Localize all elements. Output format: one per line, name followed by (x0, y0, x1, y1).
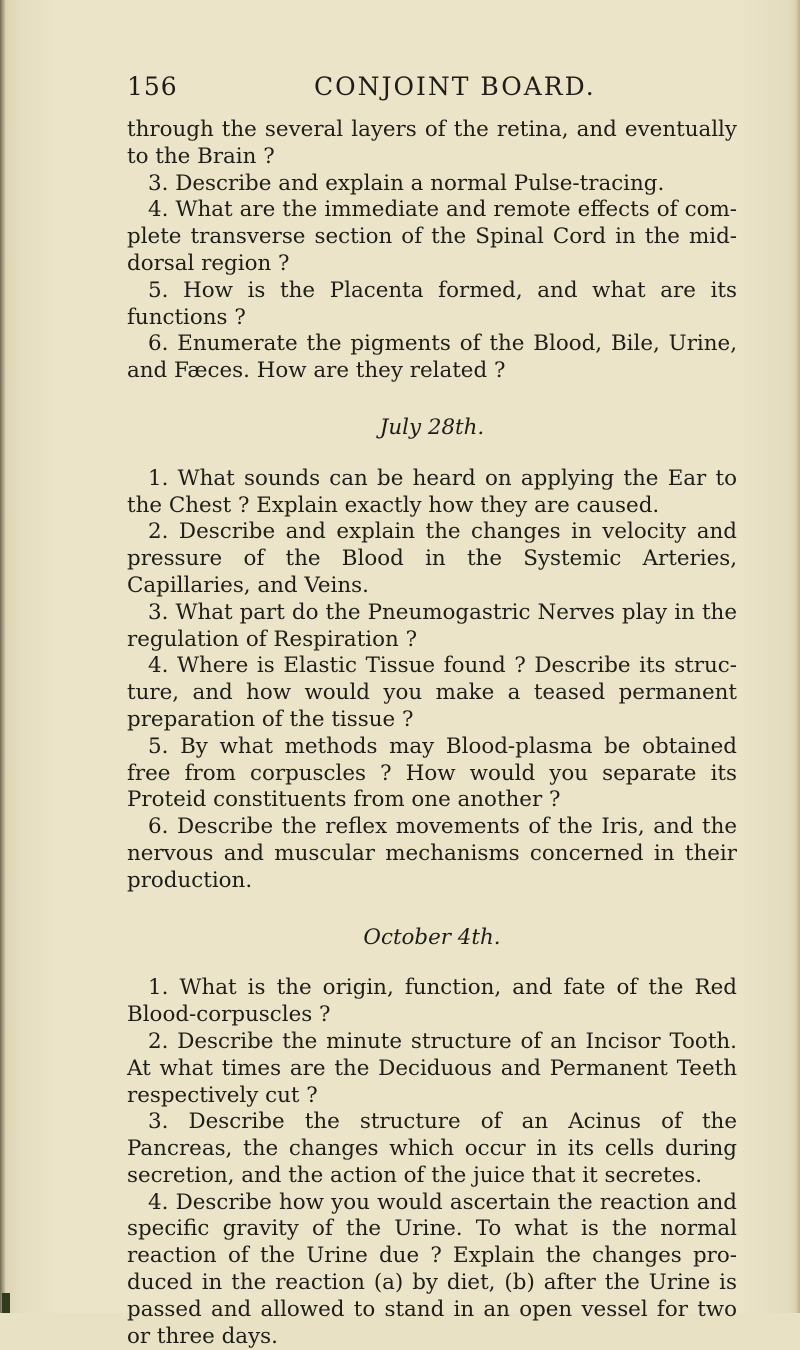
question: 2. Describe the minute structure of an Incisor Tooth. At what times are the Deciduous and Permanent Teeth respectively cut ? (127, 1028, 737, 1108)
question: 1. What is the origin, function, and fate of the Red Blood-corpuscles ? (127, 975, 737, 1028)
question: 2. Describe and explain the changes in velocity and pressure of the Blood in the Systemic Arteries, Capillaries, and Veins. (127, 519, 737, 598)
section-date: October 4th. (363, 924, 501, 950)
question: 1. What sounds can be heard on applying the Ear to the Chest ? Explain exactly how they are caused. (127, 465, 737, 518)
question: 3. Describe the structure of an Acinus of the Pancreas, the changes which occur in its cells during secretion, and the action of the juice that it secretes. (127, 1109, 737, 1188)
section-october-4 (127, 925, 737, 1350)
page-edge-shadow (796, 0, 800, 1313)
question: 4. Where is Elastic Tissue found ? Describe its struc- ture, and how would you make a teased permanent preparation of the tissue ? (127, 653, 737, 732)
page-binding-shadow (0, 0, 6, 1313)
question: 6. Enumerate the pigments of the Blood, Bile, Urine, and Fæces. How are they related ? (127, 331, 737, 384)
page-number: 156 (127, 72, 178, 101)
continued-question-text: through the several layers of the retina, and eventually to the Brain ? (127, 117, 737, 169)
running-title: CONJOINT BOARD. (314, 72, 596, 101)
question: 4. What are the immediate and remote effects of com- plete transverse section of the Spinal Cord in the mid- dorsal region ? (127, 197, 737, 276)
page-body (127, 117, 737, 1350)
question: 6. Describe the reflex movements of the Iris, and the nervous and muscular mechanisms concerned in their production. (127, 814, 737, 893)
question: 4. Describe how you would ascertain the reaction and specific gravity of the Urine. To what is the normal reaction of the Urine due ? Explain the changes pro- duced in the reaction (a) by diet, (b) after the Urine is passed and allowed to stand in an open vessel for two or three days. (127, 1189, 737, 1349)
running-head (0, 72, 800, 112)
question: 3. What part do the Pneumogastric Nerves play in the regulation of Respiration ? (127, 599, 737, 652)
section-date: July 28th. (379, 414, 485, 440)
section-july-28 (127, 415, 737, 895)
question: 5. How is the Placenta formed, and what are its functions ? (127, 277, 737, 330)
section-unnamed (127, 171, 737, 385)
question: 5. By what methods may Blood-plasma be obtained free from corpuscles ? How would you separate its Proteid constituents from one another ? (127, 733, 737, 813)
question: 3. Describe and explain a normal Pulse-tracing. (148, 170, 665, 196)
corner-tab-mark (2, 1293, 10, 1313)
